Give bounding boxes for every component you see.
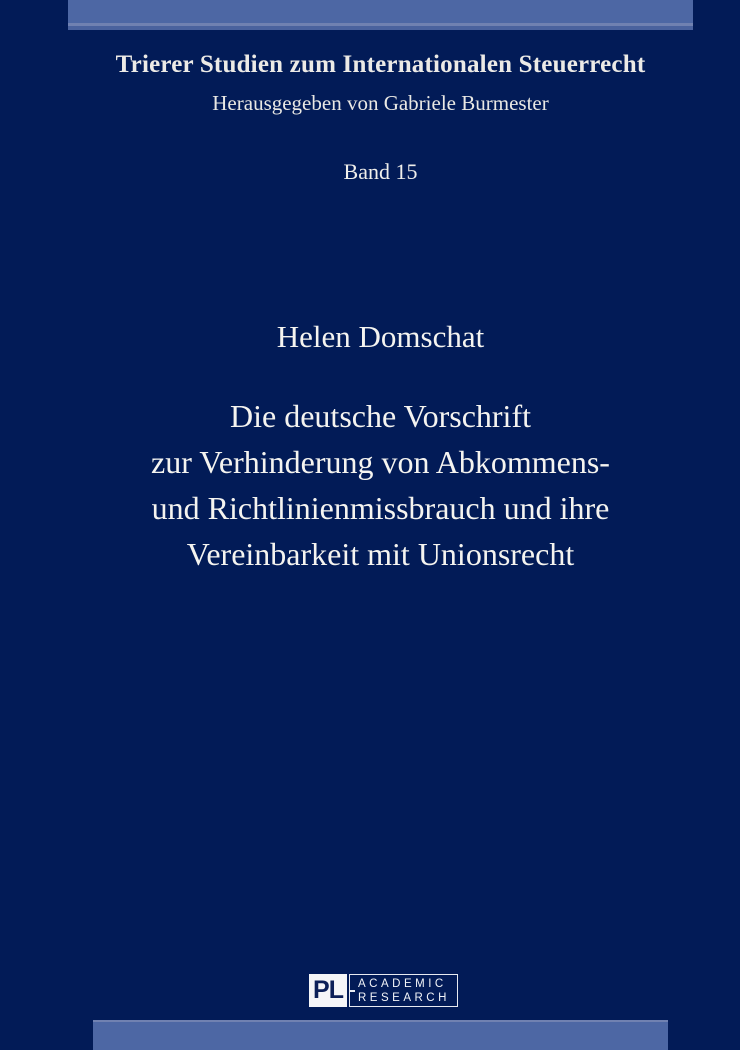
series-title: Trierer Studien zum Internationalen Steuerrecht xyxy=(115,51,646,78)
book-title-line: und Richtlinienmissbrauch und ihre xyxy=(151,490,610,526)
book-title xyxy=(21,393,740,577)
publisher-logo-name-line2: RESEARCH xyxy=(358,991,450,1004)
publisher-logo xyxy=(309,974,458,1007)
series-editor: Herausgegeben von Gabriele Burmester xyxy=(212,91,549,115)
top-decorative-band xyxy=(68,0,693,30)
bottom-decorative-band xyxy=(93,1020,668,1050)
publisher-logo-name xyxy=(349,974,458,1007)
book-title-line: zur Verhinderung von Abkommens- xyxy=(151,444,610,480)
book-title-line: Vereinbarkeit mit Unionsrecht xyxy=(186,536,575,572)
publisher-logo-name-line1: ACADEMIC xyxy=(358,977,447,990)
book-title-line: Die deutsche Vorschrift xyxy=(230,398,531,434)
author-name: Helen Domschat xyxy=(276,319,485,354)
publisher-logo-initials: PL xyxy=(309,974,347,1007)
volume-number: Band 15 xyxy=(343,159,418,184)
